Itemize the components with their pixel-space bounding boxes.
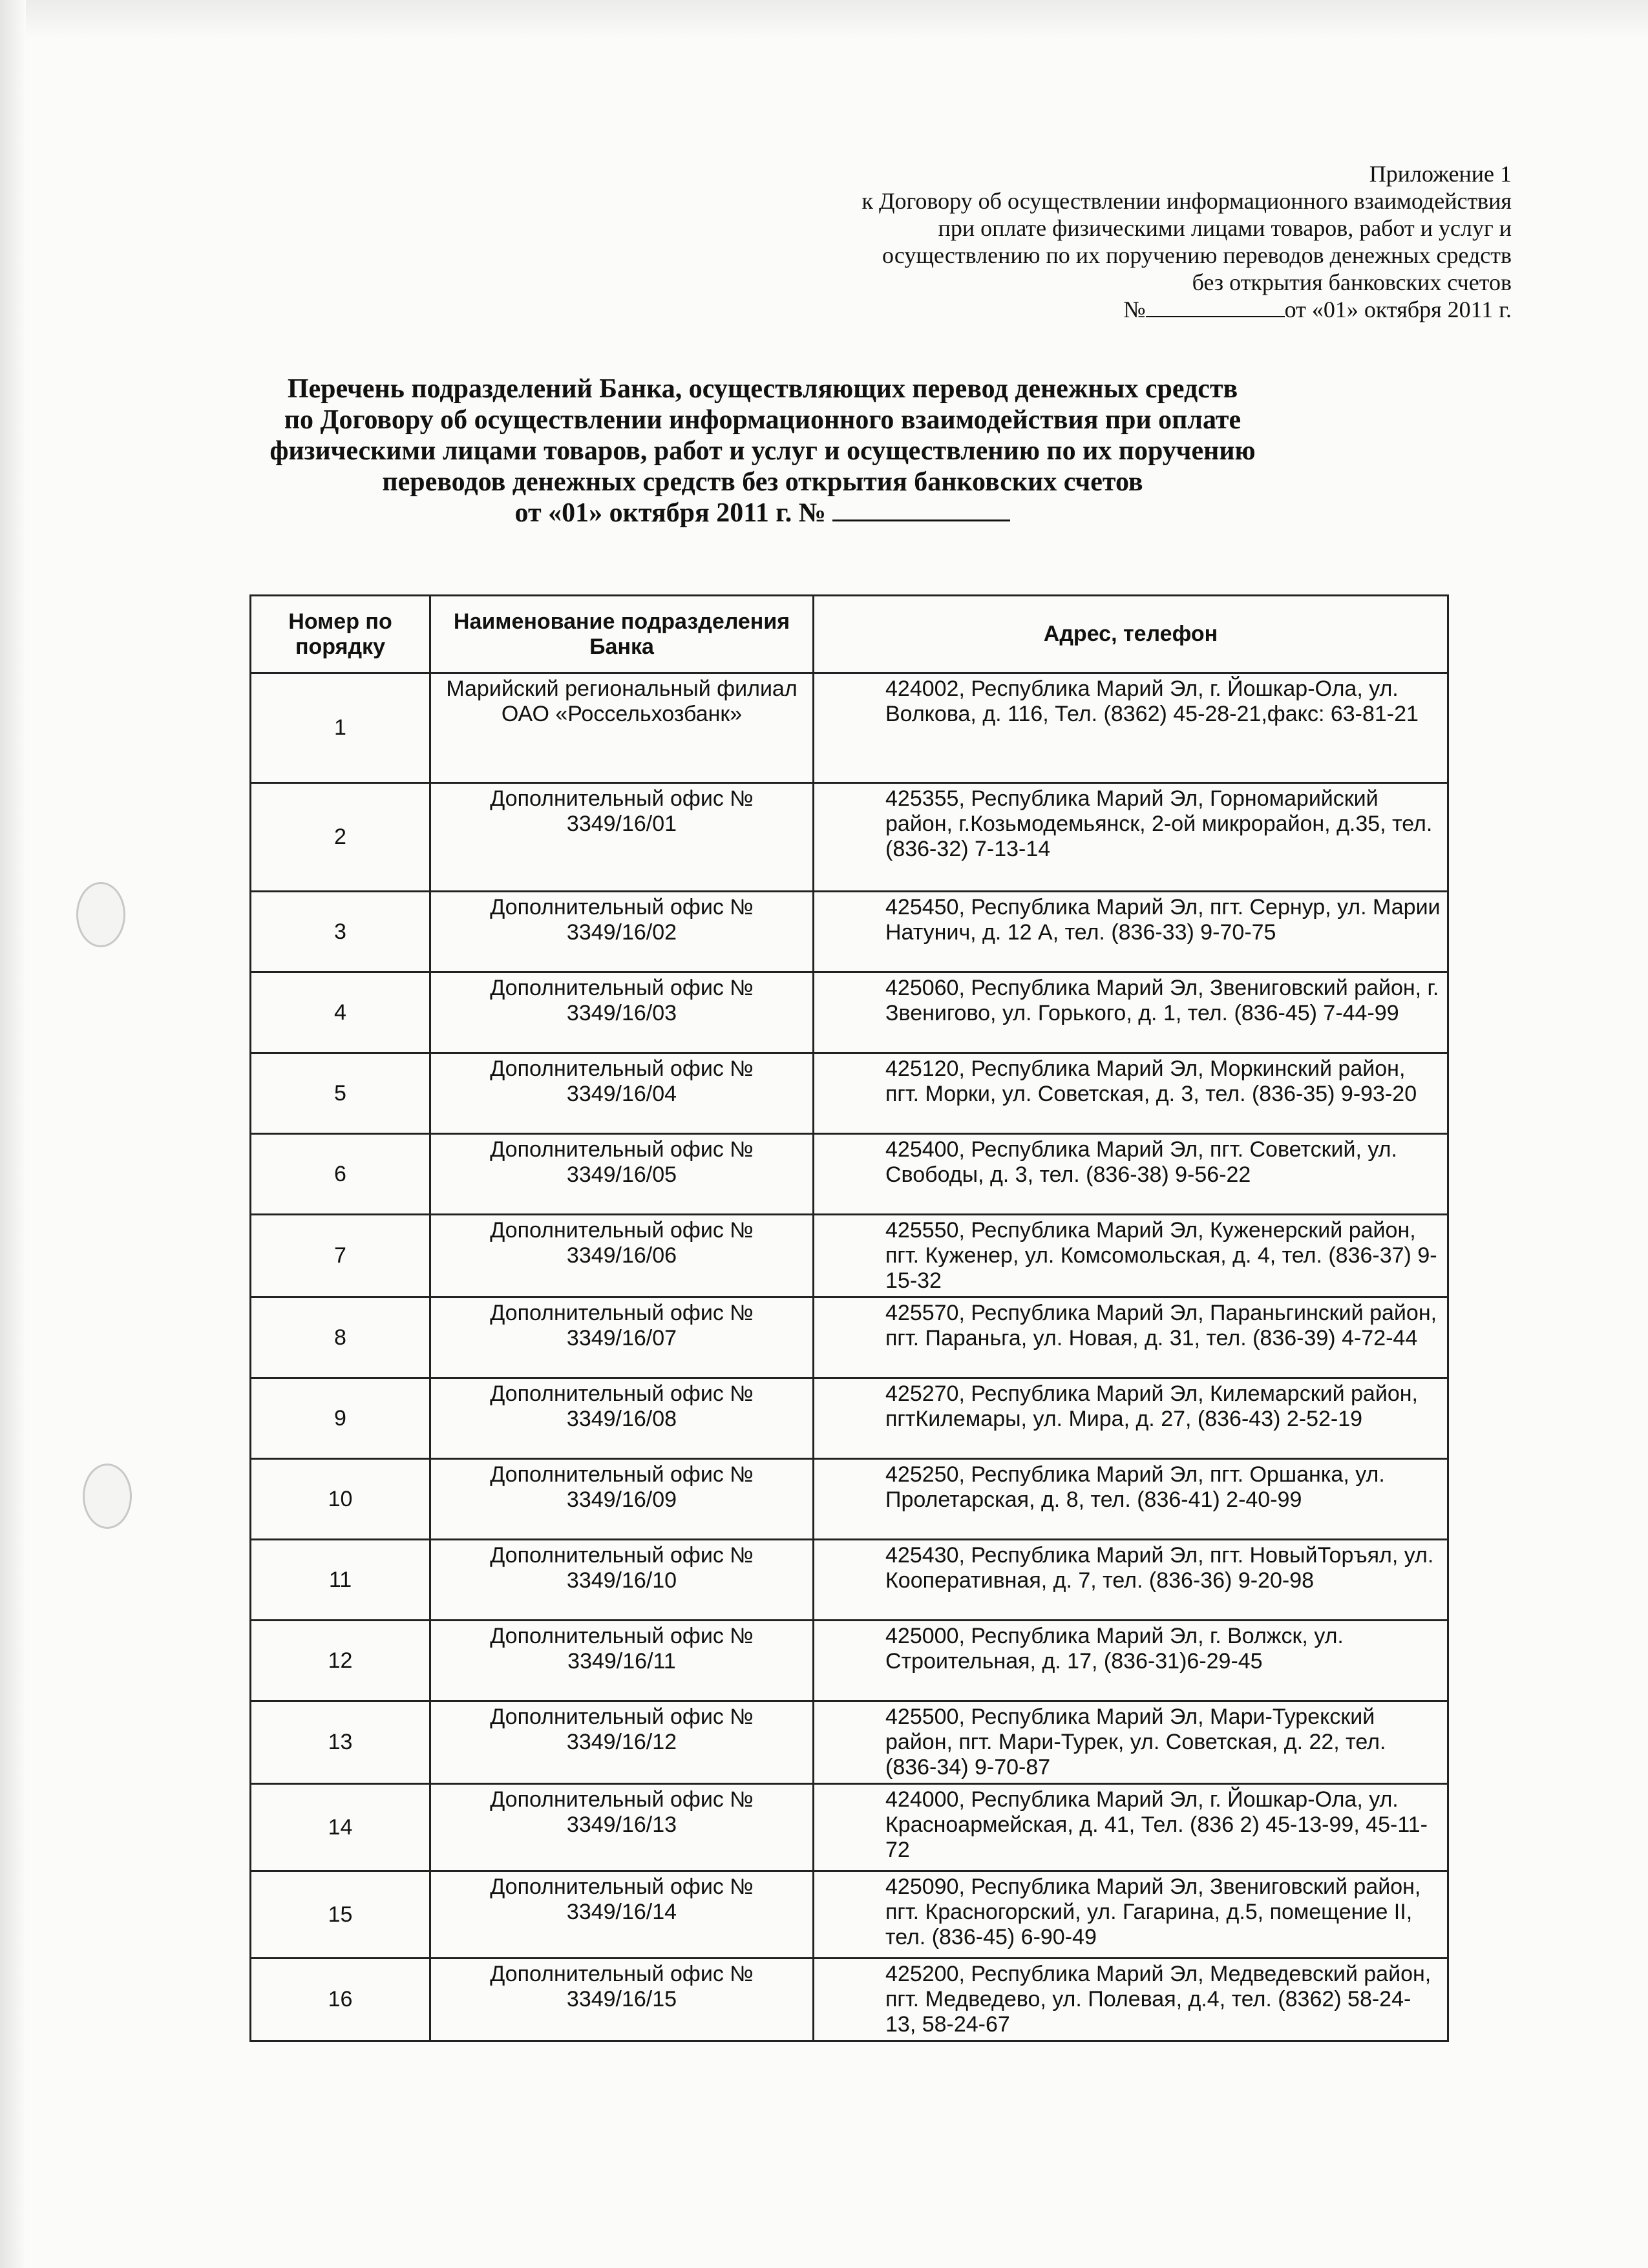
page-left-edge <box>0 0 26 2268</box>
cell-number: 12 <box>251 1621 430 1701</box>
cell-address: 425270, Республика Марий Эл, Килемарский район, пгтКилемары, ул. Мира, д. 27, (836-43) 2-52-19 <box>814 1378 1448 1459</box>
cell-unit-name: Дополнительный офис № 3349/16/08 <box>430 1378 814 1459</box>
document-title <box>246 373 1280 529</box>
cell-number: 6 <box>251 1134 430 1215</box>
cell-address: 425120, Республика Марий Эл, Моркинский район, пгт. Морки, ул. Советская, д. 3, тел. (836-35) 9-93-20 <box>814 1053 1448 1134</box>
table-row <box>251 892 1448 972</box>
cell-number: 1 <box>251 673 430 783</box>
table-row <box>251 1701 1448 1784</box>
cell-unit-name: Дополнительный офис № 3349/16/03 <box>430 972 814 1053</box>
appendix-contract-number-line <box>861 296 1512 323</box>
title-date: от «01» октября 2011 г. № <box>514 498 826 528</box>
table-row <box>251 1621 1448 1701</box>
cell-unit-name: Дополнительный офис № 3349/16/10 <box>430 1540 814 1621</box>
table-header-row <box>251 596 1448 673</box>
header-address: Адрес, телефон <box>814 596 1448 673</box>
table-row <box>251 783 1448 892</box>
cell-number: 10 <box>251 1459 430 1540</box>
cell-number: 13 <box>251 1701 430 1784</box>
cell-address: 425090, Республика Марий Эл, Звениговский район, пгт. Красногорский, ул. Гагарина, д.5, помещение II, тел. (836-45) 6-90-49 <box>814 1871 1448 1958</box>
table-row <box>251 1378 1448 1459</box>
appendix-line: при оплате физическими лицами товаров, работ и услуг и <box>938 215 1512 241</box>
table-row <box>251 1784 1448 1871</box>
cell-address: 425500, Республика Марий Эл, Мари-Турекский район, пгт. Мари-Турек, ул. Советская, д. 22, тел. (836-34) 9-70-87 <box>814 1701 1448 1784</box>
appendix-line: Приложение 1 <box>1369 161 1512 187</box>
cell-address: 425550, Республика Марий Эл, Куженерский район, пгт. Куженер, ул. Комсомольская, д. 4, тел. (836-37) 9-15-32 <box>814 1215 1448 1297</box>
number-sign: № <box>1123 297 1146 322</box>
table-row <box>251 1871 1448 1958</box>
cell-number: 2 <box>251 783 430 892</box>
title-line: физическими лицами товаров, работ и услуг и осуществлению по их поручению <box>269 436 1256 466</box>
cell-number: 4 <box>251 972 430 1053</box>
cell-number: 14 <box>251 1784 430 1871</box>
table-row <box>251 1459 1448 1540</box>
punch-hole-top <box>76 882 125 947</box>
title-line: переводов денежных средств без открытия банковских счетов <box>382 467 1143 497</box>
cell-number: 7 <box>251 1215 430 1297</box>
contract-date: от «01» октября 2011 г. <box>1284 297 1512 322</box>
cell-number: 9 <box>251 1378 430 1459</box>
header-name: Наименование подразделения Банка <box>430 596 814 673</box>
contract-number-blank <box>1146 297 1285 317</box>
table-row <box>251 1134 1448 1215</box>
bank-units-table <box>249 594 1449 2042</box>
cell-address: 425570, Республика Марий Эл, Параньгинский район, пгт. Параньга, ул. Новая, д. 31, тел. (836-39) 4-72-44 <box>814 1297 1448 1378</box>
cell-unit-name: Дополнительный офис № 3349/16/13 <box>430 1784 814 1871</box>
cell-unit-name: Дополнительный офис № 3349/16/01 <box>430 783 814 892</box>
cell-address: 425355, Республика Марий Эл, Горномарийский район, г.Козьмодемьянск, 2-ой микрорайон, д.35, тел. (836-32) 7-13-14 <box>814 783 1448 892</box>
cell-unit-name: Дополнительный офис № 3349/16/12 <box>430 1701 814 1784</box>
page-top-shadow <box>0 0 1648 39</box>
appendix-header <box>861 160 1512 323</box>
cell-address: 425200, Республика Марий Эл, Медведевский район, пгт. Медведево, ул. Полевая, д.4, тел. (8362) 58-24-13, 58-24-67 <box>814 1958 1448 2041</box>
title-number-blank <box>832 498 1010 521</box>
cell-address: 425430, Республика Марий Эл, пгт. НовыйТоръял, ул. Кооперативная, д. 7, тел. (836-36) 9-20-98 <box>814 1540 1448 1621</box>
cell-number: 8 <box>251 1297 430 1378</box>
cell-address: 424000, Республика Марий Эл, г. Йошкар-Ола, ул. Красноармейская, д. 41, Тел. (836 2) 45-13-99, 45-11-72 <box>814 1784 1448 1871</box>
table-row <box>251 1958 1448 2041</box>
title-date-line <box>246 498 1280 529</box>
table-row <box>251 1297 1448 1378</box>
cell-address: 425060, Республика Марий Эл, Звенигoвский район, г. Звенигово, ул. Горького, д. 1, тел. (836-45) 7-44-99 <box>814 972 1448 1053</box>
cell-address: 425000, Республика Марий Эл, г. Волжск, ул. Строительная, д. 17, (836-31)6-29-45 <box>814 1621 1448 1701</box>
table-row <box>251 1053 1448 1134</box>
punch-hole-bottom <box>83 1464 132 1529</box>
appendix-line: без открытия банковских счетов <box>1192 269 1512 295</box>
appendix-line: к Договору об осуществлении информационного взаимодействия <box>861 188 1512 214</box>
cell-number: 11 <box>251 1540 430 1621</box>
cell-address: 425400, Республика Марий Эл, пгт. Советский, ул. Свободы, д. 3, тел. (836-38) 9-56-22 <box>814 1134 1448 1215</box>
cell-number: 5 <box>251 1053 430 1134</box>
table-row <box>251 1215 1448 1297</box>
cell-address: 425450, Республика Марий Эл, пгт. Сернур, ул. Марии Натунич, д. 12 А, тел. (836-33) 9-70-75 <box>814 892 1448 972</box>
table-row <box>251 673 1448 783</box>
cell-unit-name: Дополнительный офис № 3349/16/02 <box>430 892 814 972</box>
table-body <box>251 673 1448 2041</box>
table-row <box>251 972 1448 1053</box>
cell-number: 15 <box>251 1871 430 1958</box>
cell-unit-name: Дополнительный офис № 3349/16/11 <box>430 1621 814 1701</box>
header-num: Номер по порядку <box>251 596 430 673</box>
cell-unit-name: Дополнительный офис № 3349/16/15 <box>430 1958 814 2041</box>
cell-number: 16 <box>251 1958 430 2041</box>
cell-unit-name: Дополнительный офис № 3349/16/14 <box>430 1871 814 1958</box>
cell-unit-name: Дополнительный офис № 3349/16/06 <box>430 1215 814 1297</box>
title-line: Перечень подразделений Банка, осуществляющих перевод денежных средств <box>287 374 1238 404</box>
cell-number: 3 <box>251 892 430 972</box>
table-row <box>251 1540 1448 1621</box>
cell-unit-name: Марийский региональный филиал ОАО «Россельхозбанк» <box>430 673 814 783</box>
title-line: по Договору об осуществлении информационного взаимодействия при оплате <box>284 405 1241 435</box>
cell-unit-name: Дополнительный офис № 3349/16/05 <box>430 1134 814 1215</box>
cell-address: 425250, Республика Марий Эл, пгт. Оршанка, ул. Пролетарская, д. 8, тел. (836-41) 2-40-99 <box>814 1459 1448 1540</box>
cell-unit-name: Дополнительный офис № 3349/16/07 <box>430 1297 814 1378</box>
appendix-line: осуществлению по их поручению переводов денежных средств <box>882 242 1512 268</box>
cell-address: 424002, Республика Марий Эл, г. Йошкар-Ола, ул. Волкова, д. 116, Тел. (8362) 45-28-21,факс: 63-81-21 <box>814 673 1448 783</box>
cell-unit-name: Дополнительный офис № 3349/16/04 <box>430 1053 814 1134</box>
cell-unit-name: Дополнительный офис № 3349/16/09 <box>430 1459 814 1540</box>
